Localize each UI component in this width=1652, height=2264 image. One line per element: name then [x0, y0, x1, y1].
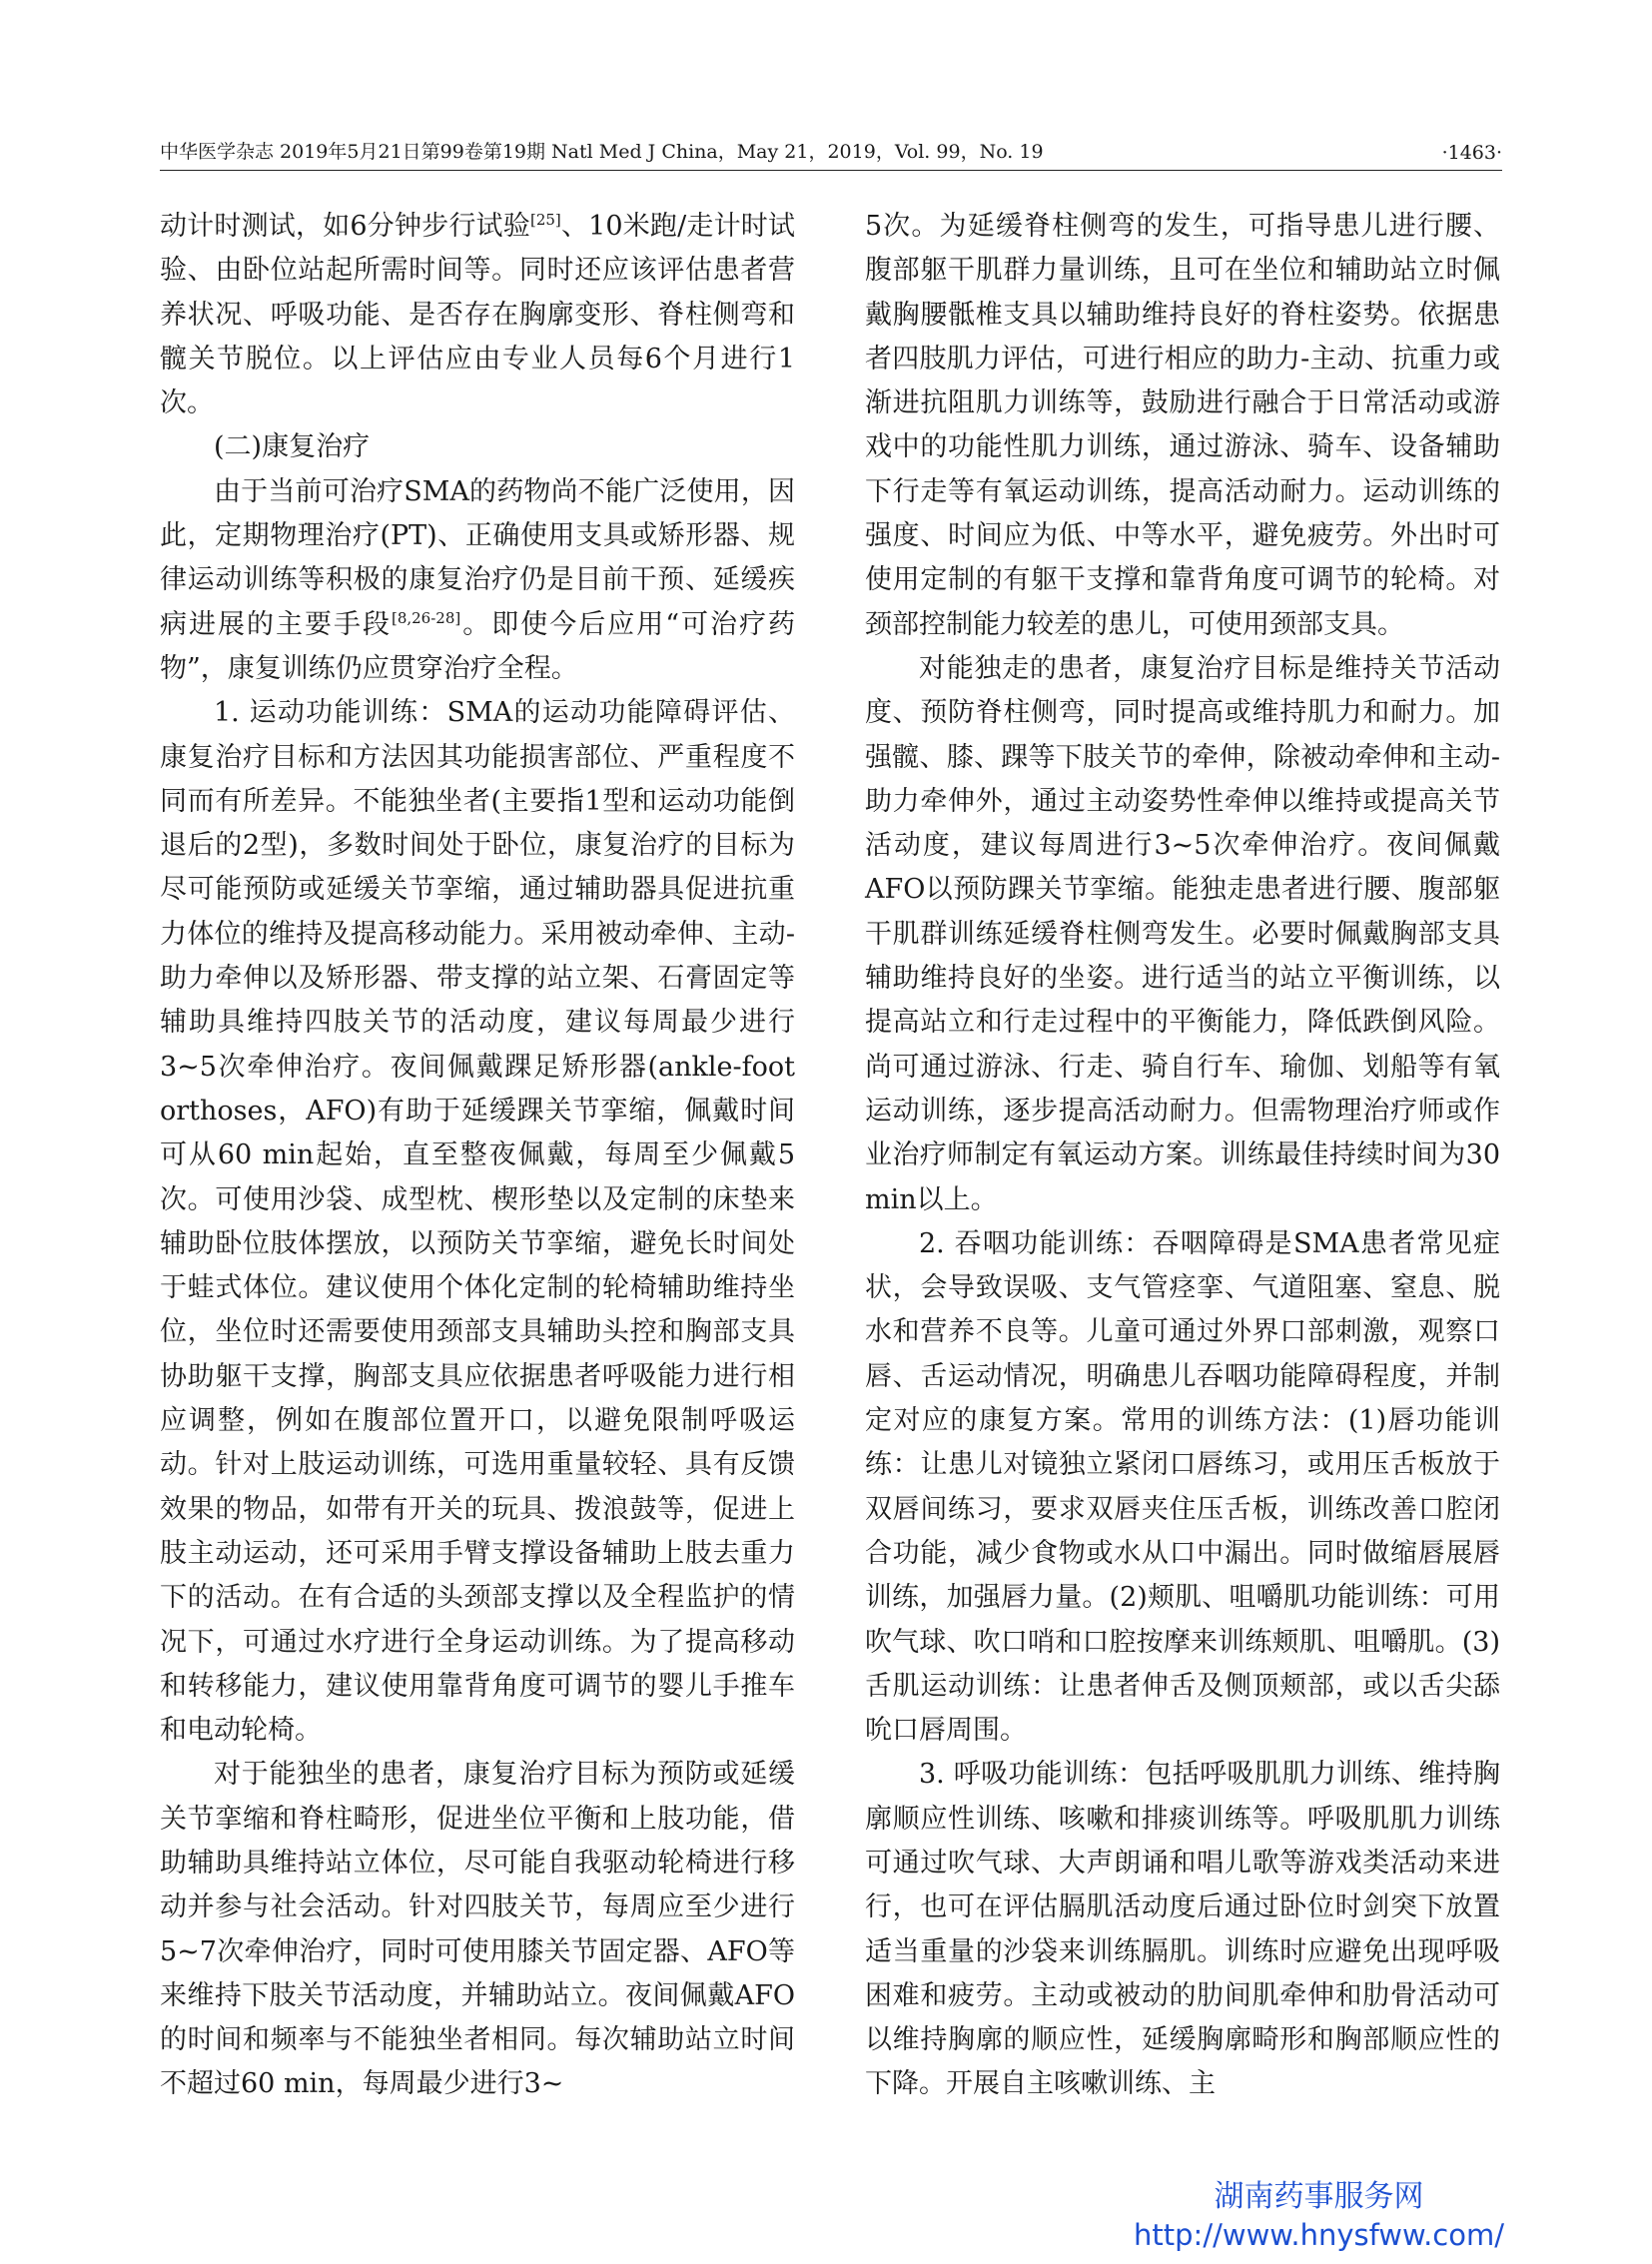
paragraph: 对能独走的患者，康复治疗目标是维持关节活动度、预防脊柱侧弯，同时提高或维持肌力和耐力。加强髋、膝、踝等下肢关节的牵伸，除被动牵伸和主动-助力牵伸外，通过主动姿势性牵伸以维持或提高关节活动度，建议每周进行3~5次牵伸治疗。夜间佩戴AFO以预防踝关节挛缩。能独走患者进行腰、腹部躯干肌群训练延缓脊柱侧弯发生。必要时佩戴胸部支具辅助维持良好的坐姿。进行适当的站立平衡训练，以提高站立和行走过程中的平衡能力，降低跌倒风险。尚可通过游泳、行走、骑自行车、瑜伽、划船等有氧运动训练，逐步提高活动耐力。但需物理治疗师或作业治疗师制定有氧运动方案。训练最佳持续时间为30 min以上。 — [865, 652, 1500, 1215]
paragraph: 对于能独坐的患者，康复治疗目标为预防或延缓关节挛缩和脊柱畸形，促进坐位平衡和上肢功能，借助辅助具维持站立体位，尽可能自我驱动轮椅进行移动并参与社会活动。针对四肢关节，每周应至少进行5~7次牵伸治疗，同时可使用膝关节固定器、AFO等来维持下肢关节活动度，并辅助站立。夜间佩戴AFO的时间和频率与不能独坐者相同。每次辅助站立时间不超过60 min，每周最少进行3~ — [160, 1759, 795, 2100]
paragraph — [160, 205, 795, 425]
paragraph — [160, 470, 795, 691]
text-run: 。即使今后应用“可治疗药物”，康复训练仍应贯穿治疗全程。 — [160, 608, 795, 684]
watermark-url: http://www.hnysfww.com/ — [1134, 2218, 1504, 2252]
running-head — [160, 136, 1502, 171]
right-column — [865, 205, 1500, 2107]
citation: [25] — [529, 211, 561, 229]
journal-citation: 中华医学杂志 2019年5月21日第99卷第19期 Natl Med J China，May 21，2019，Vol. 99，No. 19 — [160, 141, 1044, 163]
watermark-site-name: 湖南药事服务网 — [1214, 2179, 1424, 2214]
paragraph: 3. 呼吸功能训练：包括呼吸肌肌力训练、维持胸廓顺应性训练、咳嗽和排痰训练等。呼吸肌肌力训练可通过吹气球、大声朗诵和唱儿歌等游戏类活动来进行，也可在评估膈肌活动度后通过卧位时剑突下放置适当重量的沙袋来训练膈肌。训练时应避免出现呼吸困难和疲劳。主动或被动的肋间肌牵伸和肋骨活动可以维持胸廓的顺应性，延缓胸廓畸形和胸部顺应性的下降。开展自主咳嗽训练、主 — [865, 1759, 1500, 2100]
text-run: 动计时测试，如6分钟步行试验 — [160, 211, 530, 242]
text-run: 、10米跑/走计时试验、由卧位站起所需时间等。同时还应该评估患者营养状况、呼吸功能、是否存在胸廓变形、脊柱侧弯和髋关节脱位。以上评估应由专业人员每6个月进行1次。 — [160, 211, 796, 419]
left-column — [160, 205, 795, 2107]
citation: [8,26-28] — [391, 608, 461, 627]
paragraph: 1. 运动功能训练：SMA的运动功能障碍评估、康复治疗目标和方法因其功能损害部位、严重程度不同而有所差异。不能独坐者(主要指1型和运动功能倒退后的2型)，多数时间处于卧位，康复治疗的目标为尽可能预防或延缓关节挛缩，通过辅助器具促进抗重力体位的维持及提高移动能力。采用被动牵伸、主动-助力牵伸以及矫形器、带支撑的站立架、石膏固定等辅助具维持四肢关节的活动度，建议每周最少进行3~5次牵伸治疗。夜间佩戴踝足矫形器(ankle-foot orthoses，AFO)有助于延缓踝关节挛缩，佩戴时间可从60 min起始，直至整夜佩戴，每周至少佩戴5次。可使用沙袋、成型枕、楔形垫以及定制的床垫来辅助卧位肢体摆放，以预防关节挛缩，避免长时间处于蛙式体位。建议使用个体化定制的轮椅辅助维持坐位，坐位时还需要使用颈部支具辅助头控和胸部支具协助躯干支撑，胸部支具应依据患者呼吸能力进行相应调整，例如在腹部位置开口，以避免限制呼吸运动。针对上肢运动训练，可选用重量较轻、具有反馈效果的物品，如带有开关的玩具、拨浪鼓等，促进上肢主动运动，还可采用手臂支撑设备辅助上肢去重力下的活动。在有合适的头颈部支撑以及全程监护的情况下，可通过水疗进行全身运动训练。为了提高移动和转移能力，建议使用靠背角度可调节的婴儿手推车和电动轮椅。 — [160, 697, 795, 1747]
section-heading: (二)康复治疗 — [214, 431, 371, 463]
site-watermark — [1134, 2177, 1504, 2253]
paragraph: 5次。为延缓脊柱侧弯的发生，可指导患儿进行腰、腹部躯干肌群力量训练，且可在坐位和辅助站立时佩戴胸腰骶椎支具以辅助维持良好的脊柱姿势。依据患者四肢肌力评估，可进行相应的助力-主动、抗重力或渐进抗阻肌力训练等，鼓励进行融合于日常活动或游戏中的功能性肌力训练，通过游泳、骑车、设备辅助下行走等有氧运动训练，提高活动耐力。运动训练的强度、时间应为低、中等水平，避免疲劳。外出时可使用定制的有躯干支撑和靠背角度可调节的轮椅。对颈部控制能力较差的患儿，可使用颈部支具。 — [865, 211, 1500, 640]
text-run: 由于当前可治疗SMA的药物尚不能广泛使用，因此，定期物理治疗(PT)、正确使用支具或矫形器、规律运动训练等积极的康复治疗仍是目前干预、延缓疾病进展的主要手段 — [160, 475, 795, 640]
page-number: ·1463· — [1441, 142, 1502, 164]
paragraph: 2. 吞咽功能训练：吞咽障碍是SMA患者常见症状，会导致误吸、支气管痉挛、气道阻塞、窒息、脱水和营养不良等。儿童可通过外界口部刺激，观察口唇、舌运动情况，明确患儿吞咽功能障碍程度，并制定对应的康复方案。常用的训练方法：(1)唇功能训练：让患儿对镜独立紧闭口唇练习，或用压舌板放于双唇间练习，要求双唇夹住压舌板，训练改善口腔闭合功能，减少食物或水从口中漏出。同时做缩唇展唇训练，加强唇力量。(2)颊肌、咀嚼肌功能训练：可用吹气球、吹口哨和口腔按摩来训练颊肌、咀嚼肌。(3)舌肌运动训练：让患者伸舌及侧顶颊部，或以舌尖舔吮口唇周围。 — [865, 1227, 1500, 1747]
